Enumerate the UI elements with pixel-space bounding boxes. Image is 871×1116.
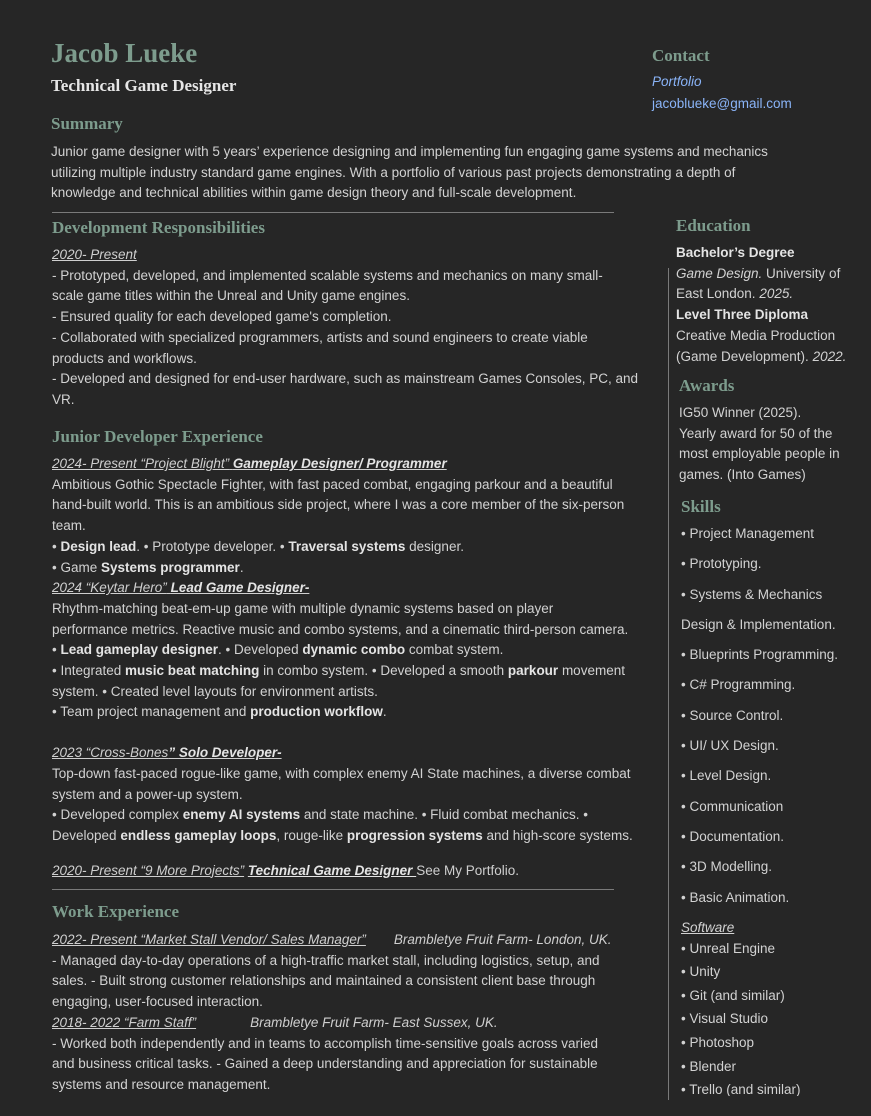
degree-title: Bachelor’s Degree — [676, 245, 795, 260]
job-line: sales. - Built strong customer relationships and maintained a consistent client base through — [52, 973, 596, 989]
summary-line: Junior game designer with 5 years’ experience designing and implementing fun engaging game systems and mechanics — [51, 144, 768, 159]
text: (Game Development). — [676, 348, 813, 364]
text: • Team project management and — [52, 704, 251, 720]
text: • Developed complex — [52, 807, 183, 823]
skill-item: • Level Design. — [681, 768, 772, 783]
text: most employable people in — [679, 446, 840, 462]
project-title — [52, 578, 659, 599]
text: enemy AI systems — [182, 807, 301, 823]
text: Lead gameplay designer — [60, 642, 219, 658]
dev-heading: Development Responsibilities — [52, 218, 265, 237]
text: and high-score systems. — [482, 827, 633, 843]
job-line: - Managed day-to-day operations of a high-traffic market stall, including logistics, setup, and — [52, 952, 600, 968]
awards-section — [679, 403, 864, 486]
text: Traversal systems — [288, 538, 406, 554]
column-divider — [668, 268, 669, 1100]
project-date: 2024 “Keytar Hero” — [52, 580, 167, 596]
project-bullets — [52, 661, 659, 682]
skill-item: • Systems & Mechanics — [681, 587, 823, 602]
text: Yearly award for 50 of the — [679, 425, 833, 441]
divider — [52, 889, 614, 890]
summary-text — [51, 142, 824, 204]
project-bullets — [52, 805, 659, 826]
skill-item: • 3D Modelling. — [681, 859, 773, 874]
dev-date: 2020- Present — [52, 247, 137, 262]
job-place: Brambletye Fruit Farm- London, UK. — [393, 932, 612, 947]
portfolio-link[interactable]: Portfolio — [652, 74, 702, 89]
software-item: • Visual Studio — [681, 1011, 769, 1026]
work-section — [52, 930, 659, 1096]
skill-item: • Blueprints Programming. — [681, 647, 839, 662]
skill-item: • Basic Animation. — [681, 890, 790, 905]
text: in combo system. • Developed a smooth — [259, 663, 508, 679]
email-link[interactable]: jacoblueke@gmail.com — [652, 96, 792, 111]
text: • — [52, 642, 61, 658]
junior-section — [52, 454, 659, 881]
dev-line: products and workflows. — [52, 350, 197, 366]
project-line: system and a power-up system. — [52, 786, 243, 802]
text: IG50 Winner (2025). — [679, 405, 802, 420]
skill-item: • Project Management — [681, 526, 815, 541]
project-bullets: system. • Created level layouts for environment artists. — [52, 683, 378, 699]
software-heading: Software — [681, 920, 735, 935]
text: music beat matching — [125, 663, 260, 679]
job-line: - Worked both independently and in teams to accomplish time-sensitive goals across varied — [52, 1035, 599, 1051]
dev-line: - Collaborated with specialized programmers, artists and sound engineers to create viable — [52, 329, 588, 345]
resume-name: Jacob Lueke — [51, 38, 198, 68]
text: dynamic combo — [302, 642, 406, 658]
project-bullets — [52, 702, 659, 723]
text: University of — [762, 265, 841, 281]
text: . — [239, 559, 244, 575]
divider — [52, 212, 614, 213]
project-bullets — [52, 826, 659, 847]
project-date: 2020- Present “9 More Projects” — [52, 862, 245, 878]
text: . — [382, 704, 387, 720]
text: production workflow — [250, 704, 383, 720]
text: . • Developed — [218, 642, 303, 658]
project-line: team. — [52, 518, 86, 534]
project-line: performance metrics. Reactive music and combo systems, and a cinematic third-person camera. — [52, 621, 629, 637]
text: . • Prototype developer. • — [136, 538, 289, 554]
skill-item: • Source Control. — [681, 708, 784, 723]
text: endless gameplay loops — [120, 827, 277, 843]
dev-section — [52, 245, 659, 411]
degree-title: Level Three Diploma — [676, 307, 809, 323]
software-item: • Unreal Engine — [681, 941, 776, 956]
text: Design lead — [60, 538, 137, 554]
software-item: • Trello (and similar) — [681, 1082, 801, 1096]
skills-heading: Skills — [681, 497, 721, 516]
text: • Game — [52, 559, 101, 575]
job-date: 2022- Present “Market Stall Vendor/ Sales Manager” — [52, 932, 366, 947]
dev-line: VR. — [52, 391, 75, 407]
text: and state machine. • Fluid combat mechanics. • — [300, 807, 588, 823]
skill-item: • Documentation. — [681, 829, 785, 844]
summary-heading: Summary — [51, 114, 123, 133]
project-line: Rhythm-matching beat-em-up game with multiple dynamic systems based on player — [52, 600, 554, 616]
project-bullets — [52, 537, 659, 558]
text: Systems programmer — [101, 559, 240, 575]
text: • Integrated — [52, 663, 126, 679]
job-title — [52, 930, 659, 951]
work-heading: Work Experience — [52, 902, 180, 921]
software-item: • Photoshop — [681, 1035, 755, 1050]
project-role: ” Solo Developer- — [168, 745, 282, 761]
text: games. (Into Games) — [679, 467, 806, 483]
job-place: Brambletye Fruit Farm- East Sussex, UK. — [250, 1014, 498, 1030]
project-bullets — [52, 640, 659, 661]
project-role: Gameplay Designer/ Programmer — [232, 456, 447, 471]
resume-role: Technical Game Designer — [51, 76, 237, 95]
project-bullets — [52, 558, 659, 579]
job-date: 2018- 2022 “Farm Staff” — [52, 1014, 197, 1030]
text: 2025. — [759, 286, 794, 302]
text: East London. — [676, 286, 760, 302]
job-title — [52, 1013, 659, 1034]
project-date: 2023 “Cross-Bones — [52, 745, 169, 761]
dev-line: - Prototyped, developed, and implemented scalable systems and mechanics on many small- — [52, 267, 603, 283]
education-heading: Education — [676, 216, 751, 235]
project-role: Lead Game Designer- — [170, 580, 310, 596]
skill-item: • UI/ UX Design. — [681, 738, 779, 753]
project-title — [52, 454, 659, 475]
project-line: Top-down fast-paced rogue-like game, with complex enemy AI State machines, a diverse combat — [52, 765, 631, 781]
dev-line: - Ensured quality for each developed game's completion. — [52, 309, 392, 325]
skill-item: • Communication — [681, 799, 784, 814]
software-item: • Blender — [681, 1059, 737, 1074]
portfolio-reference: See My Portfolio. — [416, 862, 519, 878]
skill-item: Design & Implementation. — [681, 617, 836, 632]
text: Creative Media Production — [676, 327, 836, 343]
dev-line: scale game titles within the Unreal and Unity game engines. — [52, 288, 410, 304]
text: 2022. — [812, 348, 847, 364]
software-item: • Git (and similar) — [681, 988, 785, 1003]
job-line: and business critical tasks. - Gained a deep understanding and appreciation for sustainable — [52, 1056, 598, 1072]
job-line: systems and resource management. — [52, 1076, 271, 1092]
text: designer. — [405, 538, 464, 554]
skill-item: • C# Programming. — [681, 677, 796, 692]
text: progression systems — [346, 827, 483, 843]
project-title — [52, 861, 659, 882]
text: combat system. — [405, 642, 504, 658]
text: movement — [558, 663, 625, 679]
text: Developed — [52, 827, 121, 843]
awards-heading: Awards — [679, 376, 735, 395]
text: • — [52, 538, 61, 554]
dev-line: - Developed and designed for end-user hardware, such as mainstream Games Consoles, PC, and — [52, 371, 639, 387]
summary-line: utilizing multiple industry standard game engines. With a portfolio of various past projects demonstrating a depth of — [51, 164, 736, 180]
job-line: engaging, user-focused interaction. — [52, 994, 263, 1010]
software-item: • Unity — [681, 964, 721, 979]
text: , rouge-like — [276, 827, 347, 843]
skill-item: • Prototyping. — [681, 556, 762, 571]
junior-heading: Junior Developer Experience — [52, 427, 263, 446]
project-role: Technical Game Designer — [247, 862, 417, 878]
contact-heading: Contact — [652, 46, 710, 65]
summary-line: knowledge and technical abilities within game design theory and full-scale development. — [51, 185, 577, 201]
project-title — [52, 743, 659, 764]
education-section — [676, 243, 864, 367]
project-date: 2024- Present “Project Blight” — [52, 456, 230, 471]
project-line: hand-built world. This is an ambitious side project, where I was a core member of the six-person — [52, 497, 625, 513]
text: parkour — [507, 663, 559, 679]
text: Game Design. — [676, 265, 763, 281]
project-line: Ambitious Gothic Spectacle Fighter, with fast paced combat, engaging parkour and a beautiful — [52, 476, 613, 492]
